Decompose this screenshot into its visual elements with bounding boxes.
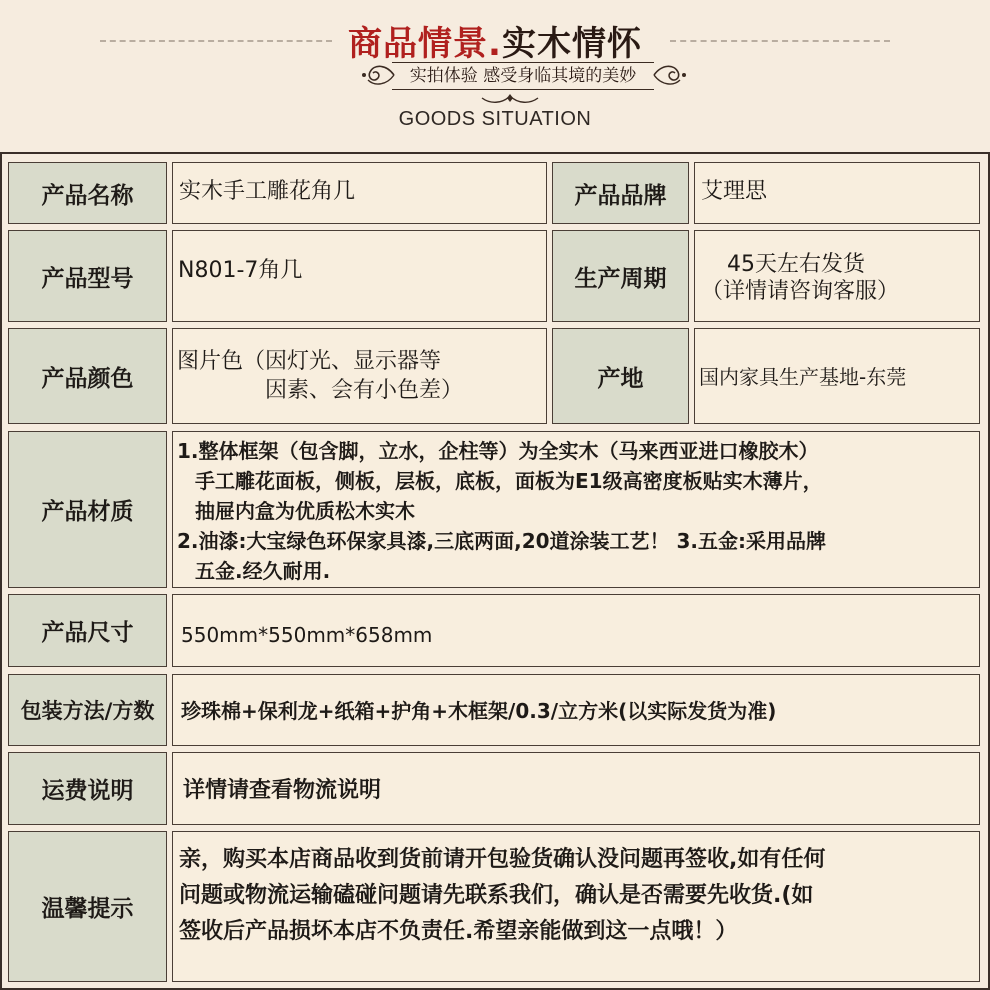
value-line: 详情请查看物流说明: [183, 778, 382, 803]
label-origin: 产地: [552, 328, 689, 424]
value-line: 实木手工雕花角几: [179, 179, 356, 204]
label-reminder: 温馨提示: [8, 831, 167, 982]
value-line: 亲，购买本店商品收到货前请开包验货确认没问题再签收,如有任何: [179, 847, 826, 872]
label-dimensions: 产品尺寸: [8, 594, 167, 667]
value-dimensions: [172, 594, 980, 667]
value-product-brand: [694, 162, 980, 224]
value-reminder: [172, 831, 980, 982]
value-line: 国内家具生产基地-东莞: [699, 365, 907, 389]
value-line: 45天左右发货: [727, 252, 865, 277]
section-title: [0, 16, 990, 65]
title-part-3: 实木情怀: [501, 24, 642, 64]
label-packaging: 包装方法/方数: [8, 674, 167, 746]
label-material: 产品材质: [8, 431, 167, 588]
value-product-model: [172, 230, 547, 322]
label-product-brand: 产品品牌: [552, 162, 689, 224]
value-shipping: [172, 752, 980, 825]
flourish-right-icon: [652, 58, 688, 92]
section-header: [0, 0, 990, 150]
label-product-name: 产品名称: [8, 162, 167, 224]
value-line: 550mm*550mm*658mm: [181, 623, 433, 647]
value-line: N801-7角几: [178, 258, 303, 283]
subtitle-banner: 实拍体验 感受身临其境的美妙: [392, 62, 654, 90]
english-subtitle: GOODS SITUATION: [398, 108, 592, 130]
value-line: （详情请咨询客服）: [701, 279, 900, 304]
value-material: [172, 431, 980, 588]
value-line: 2.油漆:大宝绿色环保家具漆,三底两面,20道涂装工艺！ 3.五金:采用品牌: [177, 529, 827, 553]
title-part-1: 商品: [348, 24, 419, 64]
value-line: 手工雕花面板，侧板，层板，底板，面板为E1级高密度板贴实木薄片，: [195, 469, 823, 493]
value-line: 艾理思: [701, 179, 768, 204]
value-line: 抽屉内盒为优质松木实木: [195, 499, 415, 523]
value-origin: [694, 328, 980, 424]
label-shipping: 运费说明: [8, 752, 167, 825]
label-product-color: 产品颜色: [8, 328, 167, 424]
value-line: 图片色（因灯光、显示器等: [177, 349, 442, 374]
value-line: 问题或物流运输磕碰问题请先联系我们，确认是否需要先收货.(如: [179, 883, 814, 908]
value-line: 五金.经久耐用.: [195, 559, 331, 583]
value-line: 签收后产品损坏本店不负责任.希望亲能做到这一点哦！）: [179, 919, 738, 944]
title-part-2: 情景: [418, 24, 489, 64]
value-line: 珍珠棉+保利龙+纸箱+护角+木框架/0.3/立方米(以实际发货为准): [181, 699, 777, 723]
title-dot: .: [488, 24, 502, 64]
value-line: 1.整体框架（包含脚，立水，企柱等）为全实木（马来西亚进口橡胶木）: [177, 439, 819, 463]
value-product-color: [172, 328, 547, 424]
flourish-center-icon: [470, 92, 550, 108]
label-production-cycle: 生产周期: [552, 230, 689, 322]
value-production-cycle: [694, 230, 980, 322]
value-line: 因素、会有小色差）: [265, 378, 464, 403]
flourish-left-icon: [360, 58, 396, 92]
product-info-table: [0, 152, 990, 990]
value-packaging: [172, 674, 980, 746]
label-product-model: 产品型号: [8, 230, 167, 322]
value-product-name: [172, 162, 547, 224]
